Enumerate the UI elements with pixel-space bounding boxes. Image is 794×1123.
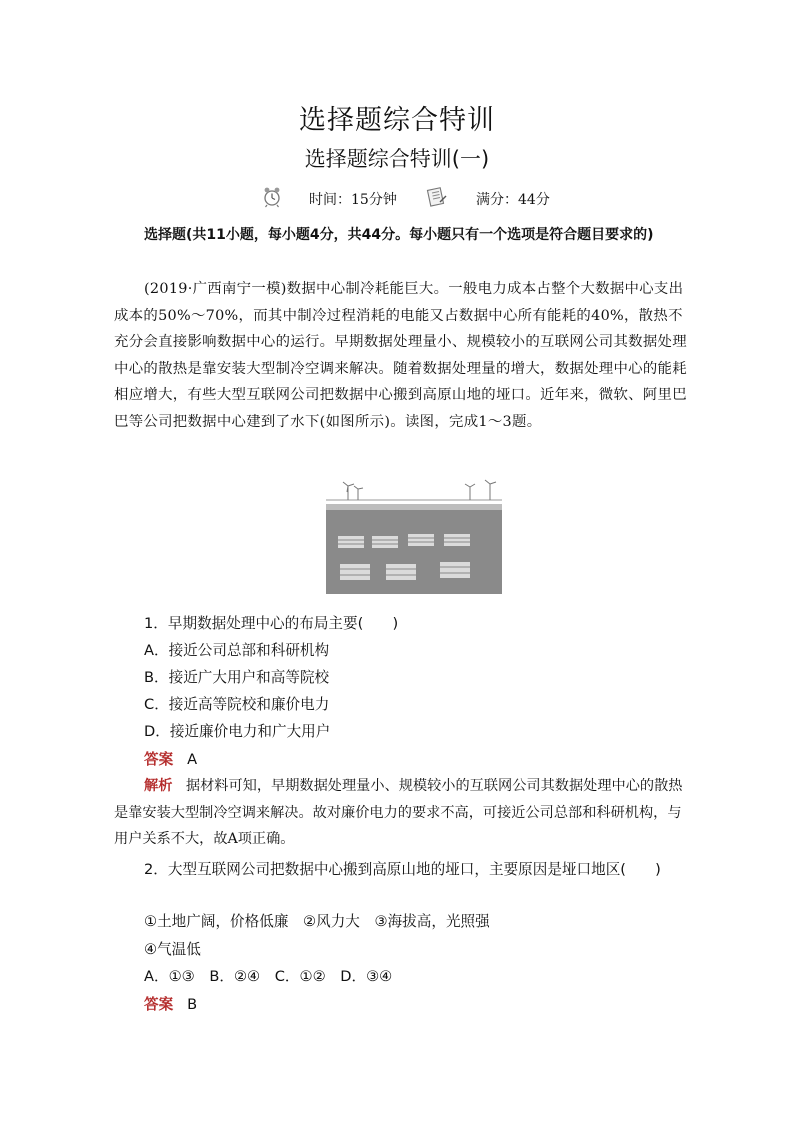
answer-value: B xyxy=(187,996,198,1013)
exam-meta xyxy=(0,186,794,214)
answer-label: 答案 xyxy=(144,996,174,1013)
underwater-data-center-figure xyxy=(322,476,508,596)
exam-paper-icon xyxy=(426,186,448,208)
question-1-option-b: B．接近广大用户和高等院校 xyxy=(144,669,330,686)
question-1-answer xyxy=(144,748,197,769)
reading-passage: (2019·广西南宁一模)数据中心制冷耗能巨大。一般电力成本占整个大数据中心支出成本的50%～70%，而其中制冷过程消耗的电能又占数据中心所有能耗的40%，散热不充分会直接影响数据中心的运行。早期数据处理量小、规模较小的互联网公司其数据处理中心的散热是靠安装大型制冷空调来解决。随着数据处理量的增大，数据处理中心的能耗相应增大，有些大型互联网公司把数据中心搬到高原山地的垭口。近年来，微软、阿里巴巴等公司把数据中心建到了水下(如图所示)。读图，完成1～3题。 xyxy=(114,281,687,430)
full-score: 满分：44分 xyxy=(476,192,550,208)
page-subtitle: 选择题综合特训(一) xyxy=(304,147,490,171)
section-instructions: 选择题(共11小题，每小题4分，共44分。每小题只有一个选项是符合题目要求的) xyxy=(144,227,654,243)
question-1-stem: 1．早期数据处理中心的布局主要( ) xyxy=(144,615,399,632)
question-1-option-a: A．接近公司总部和科研机构 xyxy=(144,642,330,659)
question-2-options: A．①③ B．②④ C．①② D．③④ xyxy=(144,968,393,985)
answer-value: A xyxy=(187,751,198,768)
time-limit: 时间：15分钟 xyxy=(309,192,397,208)
question-1-analysis xyxy=(114,773,694,853)
page-title: 选择题综合特训 xyxy=(299,105,495,136)
question-1-option-c: C．接近高等院校和廉价电力 xyxy=(144,696,330,713)
question-2-statements-line-1: ①土地广阔，价格低廉 ②风力大 ③海拔高，光照强 xyxy=(144,913,490,930)
answer-label: 答案 xyxy=(144,751,174,768)
question-1-option-d: D．接近廉价电力和广大用户 xyxy=(144,723,331,740)
analysis-text: 据材料可知，早期数据处理量小、规模较小的互联网公司其数据处理中心的散热是靠安装大型制冷空调来解决。故对廉价电力的要求不高，可接近公司总部和科研机构，与用户关系不大，故A项正确。 xyxy=(114,778,683,847)
question-2-stem: 2．大型互联网公司把数据中心搬到高原山地的垭口，主要原因是垭口地区( ) xyxy=(144,861,661,878)
analysis-label: 解析 xyxy=(144,778,173,794)
question-2-statements-line-2: ④气温低 xyxy=(144,941,201,958)
alarm-clock-icon xyxy=(262,186,282,208)
question-2-answer xyxy=(144,993,197,1014)
